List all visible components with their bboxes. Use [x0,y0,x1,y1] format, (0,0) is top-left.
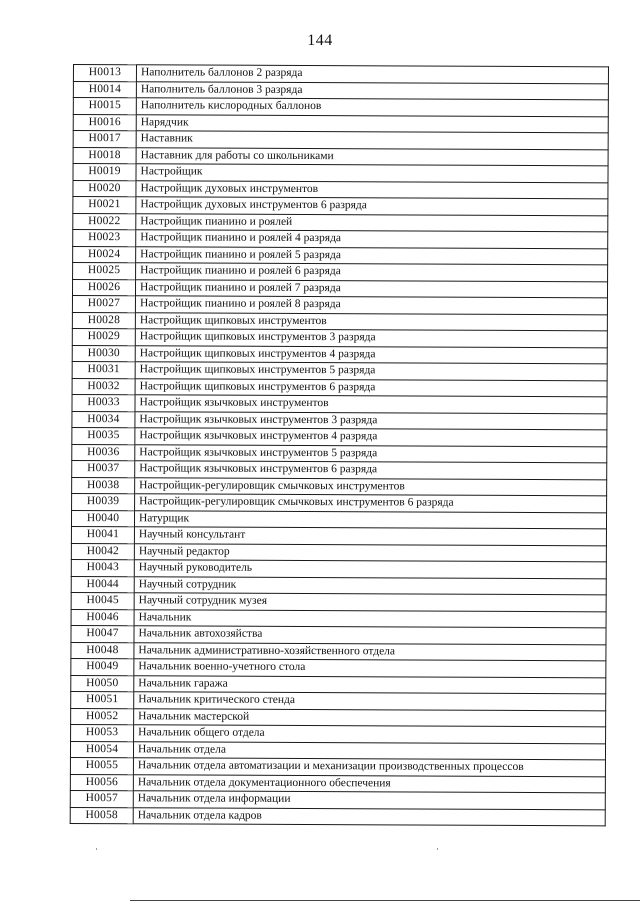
occupation-codes-table [70,64,609,826]
table-row [72,312,607,331]
occupation-title: Настройщик-регулировщик смычковых инструментов 6 разряда [135,494,607,513]
table-row [72,394,607,413]
occupation-code: Н0045 [71,592,134,609]
table-row [72,279,607,298]
table-row [71,625,606,644]
table-row [70,774,605,793]
occupation-code: Н0056 [70,774,133,791]
occupation-code: Н0047 [71,625,134,642]
table-row [73,213,608,232]
table-row [73,81,608,100]
occupation-code: Н0031 [72,361,135,378]
occupation-code: Н0043 [71,559,134,576]
occupation-code: Н0046 [71,609,134,626]
occupation-title: Настройщик щипковых инструментов [135,312,607,331]
occupation-title: Наполнитель баллонов 2 разряда [136,65,608,84]
occupation-code: Н0035 [72,427,135,444]
occupation-title: Наполнитель баллонов 3 разряда [136,81,608,100]
occupation-title: Наполнитель кислородных баллонов [136,98,608,117]
occupation-title: Наставник для работы со школьниками [136,147,608,166]
occupation-code: Н0023 [73,230,136,247]
occupation-code: Н0042 [71,543,134,560]
occupation-title: Настройщик пианино и роялей 6 разряда [136,263,608,282]
page-number: 144 [307,32,333,49]
occupation-title: Наставник [136,131,608,150]
table-row [73,147,608,166]
occupation-title: Настройщик пианино и роялей [136,213,608,232]
table-row [72,345,607,364]
occupation-code: Н0054 [70,741,133,758]
table-row [73,180,608,199]
occupation-code: Н0026 [72,279,135,296]
table-row [71,576,606,595]
occupation-title: Начальник [134,609,606,628]
table-row [70,790,605,809]
occupation-title: Настройщик духовых инструментов [136,180,608,199]
occupation-title: Начальник гаража [134,675,606,694]
occupation-title: Начальник критического стенда [134,692,606,711]
table-row [71,642,606,661]
occupation-code: Н0029 [72,328,135,345]
occupation-code: Н0034 [72,411,135,428]
occupation-title: Настройщик язычковых инструментов 3 разряда [135,411,607,430]
occupation-title: Начальник мастерской [134,708,606,727]
occupation-title: Начальник отдела информации [133,791,605,810]
occupation-code: Н0032 [72,378,135,395]
occupation-code: Н0025 [73,263,136,280]
table-row [72,295,607,314]
table-row [71,510,606,529]
table-row [73,197,608,216]
table-row [72,444,607,463]
occupation-code: Н0049 [71,658,134,675]
occupation-code: Н0051 [71,691,134,708]
occupation-code: Н0015 [73,98,136,115]
occupation-code: Н0040 [71,510,134,527]
occupation-title: Настройщик щипковых инструментов 6 разряда [135,378,607,397]
table-row [72,477,607,496]
occupation-title: Научный редактор [134,543,606,562]
table-row [73,263,608,282]
occupation-code: Н0018 [73,147,136,164]
table-row [71,609,606,628]
occupation-title: Начальник отдела [133,741,605,760]
occupation-code: Н0033 [72,394,135,411]
scan-speck [96,848,97,850]
table-row [72,411,607,430]
occupation-title: Начальник отдела кадров [133,807,605,826]
occupation-title: Настройщик пианино и роялей 8 разряда [135,296,607,315]
occupation-title: Настройщик-регулировщик смычковых инструментов [135,477,607,496]
table-row [72,427,607,446]
occupation-code: Н0053 [71,724,134,741]
occupation-code: Н0057 [70,790,133,807]
table-row [71,658,606,677]
table-row [70,807,605,826]
occupation-title: Настройщик язычковых инструментов 6 разряда [135,461,607,480]
table-row [72,361,607,380]
table-row [73,131,608,150]
occupation-code: Н0058 [70,807,133,824]
occupation-code: Н0028 [72,312,135,329]
occupation-code: Н0036 [72,444,135,461]
occupation-title: Научный сотрудник музея [134,593,606,612]
occupation-code: Н0050 [71,675,134,692]
occupation-title: Настройщик язычковых инструментов [135,395,607,414]
occupation-code: Н0014 [73,81,136,98]
table-row [73,246,608,265]
occupation-code: Н0024 [73,246,136,263]
table-row [73,114,608,133]
table-row [71,559,606,578]
occupation-title: Настройщик язычковых инструментов 4 разряда [135,428,607,447]
table-row [71,691,606,710]
occupation-title: Начальник военно-учетного стола [134,659,606,678]
occupation-title: Натурщик [134,510,606,529]
occupation-title: Нарядчик [136,114,608,133]
occupation-title: Настройщик щипковых инструментов 3 разряда [135,329,607,348]
occupation-title: Научный консультант [134,527,606,546]
occupation-code: Н0044 [71,576,134,593]
table-row [71,526,606,545]
table-row [72,328,607,347]
table-row [72,493,607,512]
table-row [73,98,608,117]
occupation-code: Н0016 [73,114,136,131]
occupation-title: Настройщик [136,164,608,183]
occupation-code: Н0048 [71,642,134,659]
table-row [73,164,608,183]
occupation-title: Настройщик пианино и роялей 4 разряда [136,230,608,249]
occupation-title: Настройщик пианино и роялей 5 разряда [136,246,608,265]
occupation-title: Начальник общего отдела [134,725,606,744]
table-row [72,378,607,397]
table-row [73,230,608,249]
table-row [73,65,608,84]
occupation-title: Настройщик язычковых инструментов 5 разряда [135,444,607,463]
occupation-title: Настройщик пианино и роялей 7 разряда [135,279,607,298]
occupation-title: Научный сотрудник [134,576,606,595]
table-row [71,543,606,562]
table-row [72,460,607,479]
table-row [70,741,605,760]
occupation-code: Н0039 [72,493,135,510]
occupation-title: Начальник автохозяйства [134,626,606,645]
scan-speck [437,848,438,850]
occupation-code: Н0021 [73,197,136,214]
occupation-code: Н0055 [70,757,133,774]
occupation-code: Н0041 [71,526,134,543]
occupation-title: Начальник отдела автоматизации и механизации производственных процессов [133,758,605,777]
occupation-code: Н0017 [73,131,136,148]
table-row [70,757,605,776]
occupation-code: Н0019 [73,164,136,181]
table-row [71,724,606,743]
occupation-code: Н0022 [73,213,136,230]
occupation-title: Начальник административно-хозяйственного отдела [134,642,606,661]
occupation-code: Н0020 [73,180,136,197]
table-body [70,65,608,826]
table-row [71,675,606,694]
occupation-title: Научный руководитель [134,560,606,579]
occupation-title: Настройщик духовых инструментов 6 разряда [136,197,608,216]
scan-edge-line [130,900,640,901]
occupation-code: Н0030 [72,345,135,362]
table-row [71,592,606,611]
occupation-code: Н0052 [71,708,134,725]
occupation-title: Настройщик щипковых инструментов 4 разряда [135,345,607,364]
occupation-code: Н0038 [72,477,135,494]
table-row [71,708,606,727]
occupation-title: Начальник отдела документационного обеспечения [133,774,605,793]
occupation-title: Настройщик щипковых инструментов 5 разряда [135,362,607,381]
occupation-code: Н0037 [72,460,135,477]
occupation-code: Н0027 [72,295,135,312]
occupation-code: Н0013 [73,65,136,82]
